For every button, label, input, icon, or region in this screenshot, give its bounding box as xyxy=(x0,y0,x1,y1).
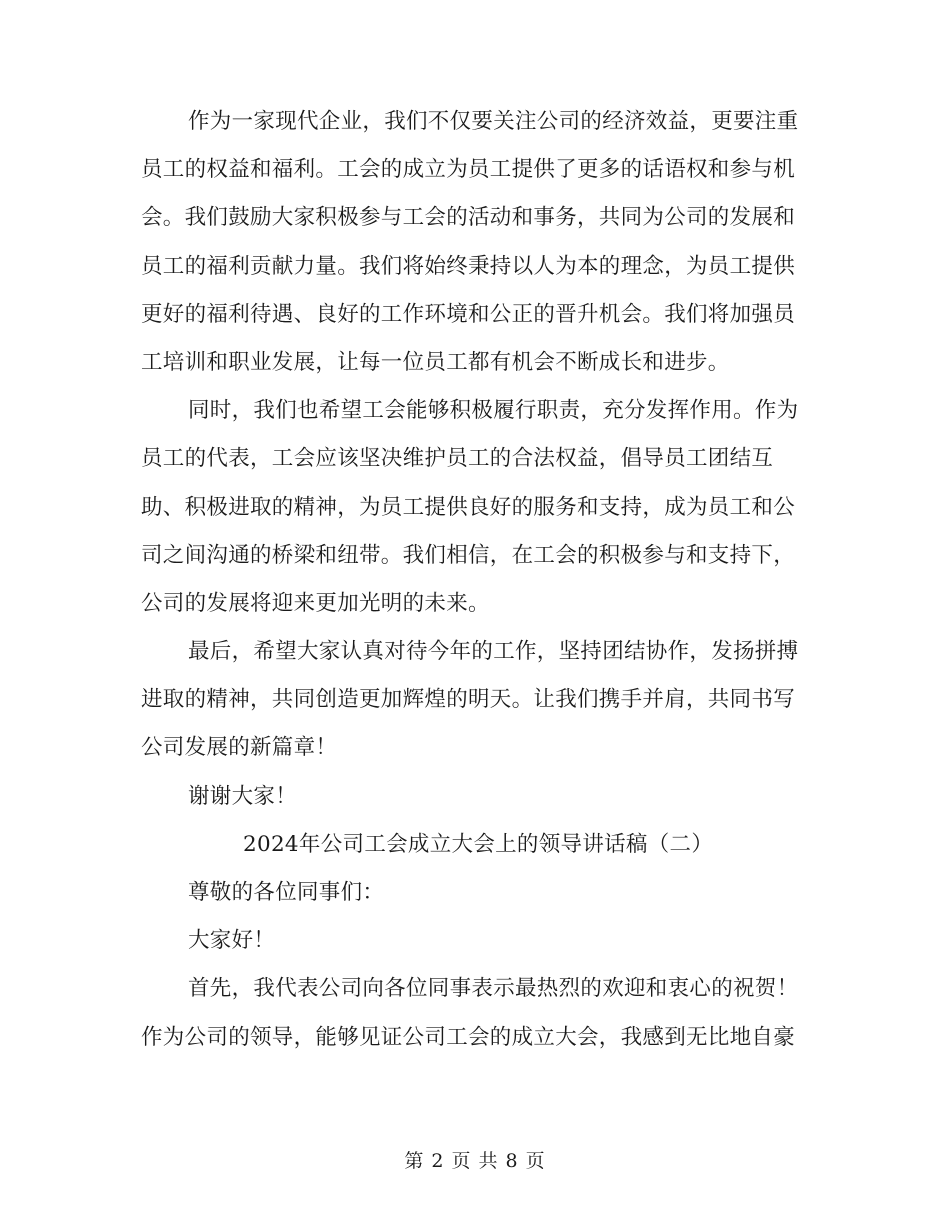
paragraph-line: 助、积极进取的精神，为员工提供良好的服务和支持，成为员工和公 xyxy=(141,494,796,520)
section-title: 2024年公司工会成立大会上的领导讲话稿（二） xyxy=(243,831,714,857)
paragraph-line: 作为一家现代企业，我们不仅要关注公司的经济效益，更要注重 xyxy=(188,109,799,134)
paragraph-line: 员工的代表，工会应该坚决维护员工的合法权益，倡导员工团结互 xyxy=(141,446,774,472)
paragraph-line: 司之间沟通的桥梁和纽带。我们相信，在工会的积极参与和支持下， xyxy=(141,542,796,568)
paragraph-line: 员工的权益和福利。工会的成立为员工提供了更多的话语权和参与机 xyxy=(141,157,796,183)
paragraph-line: 作为公司的领导，能够见证公司工会的成立大会，我感到无比地自豪 xyxy=(141,1024,796,1050)
paragraph-line: 员工的福利贡献力量。我们将始终秉持以人为本的理念，为员工提供 xyxy=(141,253,796,279)
greeting-line: 大家好！ xyxy=(188,928,276,954)
paragraph-line: 最后，希望大家认真对待今年的工作，坚持团结协作，发扬拼搏 xyxy=(188,639,799,665)
paragraph-line: 更好的福利待遇、良好的工作环境和公正的晋升机会。我们将加强员 xyxy=(141,301,796,327)
paragraph-line: 会。我们鼓励大家积极参与工会的活动和事务，共同为公司的发展和 xyxy=(141,205,796,231)
document-body xyxy=(141,98,801,1062)
paragraph-line: 进取的精神，共同创造更加辉煌的明天。让我们携手并肩，共同书写 xyxy=(141,687,796,713)
paragraph-line: 工培训和职业发展，让每一位员工都有机会不断成长和进步。 xyxy=(141,349,730,375)
paragraph-line: 公司发展的新篇章！ xyxy=(141,735,338,761)
salutation-line: 尊敬的各位同事们： xyxy=(188,880,385,905)
paragraph-line: 首先，我代表公司向各位同事表示最热烈的欢迎和衷心的祝贺！ xyxy=(188,976,799,1002)
paragraph-line: 公司的发展将迎来更加光明的未来。 xyxy=(141,590,490,616)
paragraph-line: 同时，我们也希望工会能够积极履行职责，充分发挥作用。作为 xyxy=(188,398,799,424)
closing-line: 谢谢大家！ xyxy=(188,783,298,809)
page-number-footer: 第 2 页 共 8 页 xyxy=(404,1150,546,1172)
